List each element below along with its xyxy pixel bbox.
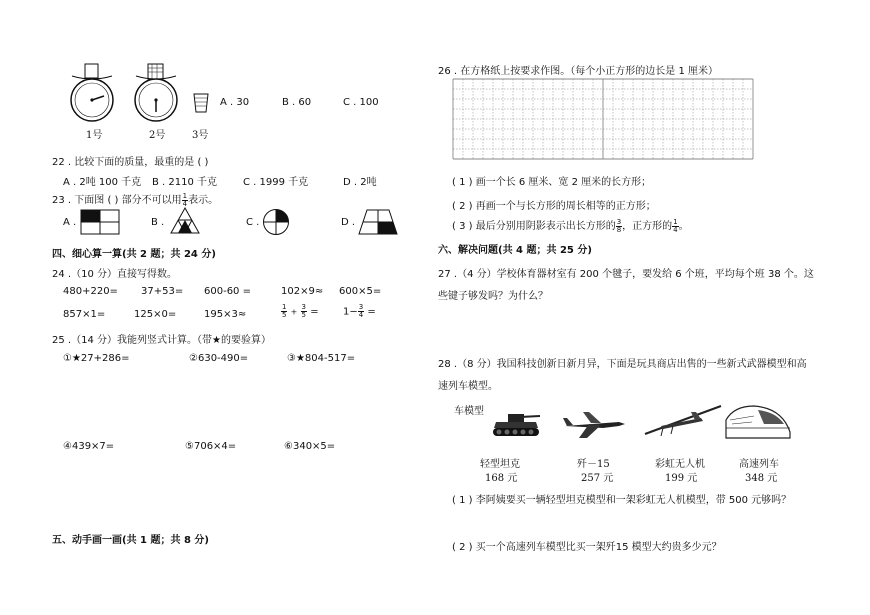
q21-option-b: B . 60 [282,97,312,108]
frac-num: 1 [282,303,287,311]
fighter-jet-icon [563,408,627,440]
item-price: 168 元 [485,473,518,484]
high-speed-train-icon [724,402,792,442]
q22-option-a: A . 2吨 100 千克 [63,177,142,188]
q23-fraction-num: 1 [182,191,188,200]
q25-stem: 25 .（14 分）我能列竖式计算。（带★的要验算） [52,335,271,346]
frac-op: + [290,307,298,317]
q28-question-1: ( 1 ) 李阿姨要买一辆轻型坦克模型和一架彩虹无人机模型，带 500 元够吗？ [452,495,792,506]
item-name: 歼－15 [577,459,610,470]
q28-line-1: 28 .（8 分）我国科技创新日新月异，下面是玩具商店出售的一些新式武器模型和高 [438,359,807,370]
frac-den: 5 [301,311,307,319]
q23-figure-b-icon [170,207,200,235]
q23-figure-d-icon [358,209,398,235]
q22-option-b: B . 2110 千克 [152,177,218,188]
q24-item: 195×3≈ [204,309,247,320]
item-name: 轻型坦克 [480,459,520,470]
scale-1-icon [66,62,118,122]
frac-den: 8 [616,225,622,234]
q28-question-2: ( 2 ) 买一个高速列车模型比买一架歼15 模型大约贵多少元？ [452,542,722,553]
frac-num: 1 [673,217,678,226]
q23-stem-after: 表示。 [188,195,219,206]
tank-icon [490,410,542,438]
q26-stem: 26 . 在方格纸上按要求作图。（每个小正方形的边长是 1 厘米） [438,66,718,77]
q24-fraction-diff [343,304,376,319]
frac-num: 3 [616,217,622,226]
frac-den: 5 [282,311,287,319]
q23-stem-before: 23 . 下面图 ( ) 部分不可以用 [52,195,182,206]
frac-whole: 1− [343,306,358,318]
q25-item: ⑥340×5= [284,441,336,452]
scale-3-icon [192,92,210,114]
item-name: 彩虹无人机 [655,459,705,470]
frac-eq: = [367,306,376,318]
scale-label-1: 1号 [86,130,103,141]
q24-stem: 24 .（10 分）直接写得数。 [52,269,177,280]
q23-figure-c-icon [262,208,290,236]
q21-option-a: A . 30 [220,97,250,108]
q22-option-d: D . 2吨 [343,177,377,188]
q22-stem: 22 . 比较下面的质量，最重的是 ( ) [52,157,209,168]
scale-label-2: 2号 [149,130,166,141]
q24-item: 600-60 = [204,286,251,297]
section-6-title: 六、解决问题(共 4 题；共 25 分) [438,245,592,256]
q23-fraction-den: 4 [182,199,188,208]
q26-item-3-mid: ，正方形的 [622,221,673,232]
q24-item: 37+53= [141,286,184,297]
q24-item: 125×0= [134,309,177,320]
section-4-title: 四、细心算一算(共 2 题；共 24 分) [52,249,216,260]
q25-item: ①★27+286= [63,353,130,364]
item-price: 199 元 [665,473,698,484]
q26-item-3 [452,217,689,234]
q26-item-2: ( 2 ) 再画一个与长方形的周长相等的正方形； [452,201,656,212]
q26-item-3-before: ( 3 ) 最后分别用阴影表示出长方形的 [452,221,616,232]
frac-num: 3 [301,303,307,311]
grid-paper [453,79,753,162]
q21-option-c: C . 100 [343,97,379,108]
q22-option-c: C . 1999 千克 [243,177,309,188]
scale-2-icon [130,62,182,122]
item-price: 348 元 [745,473,778,484]
q28-line-2: 速列车模型。 [438,381,498,392]
q23-figure-a-icon [80,209,120,235]
q25-item: ②630-490= [189,353,249,364]
q23-stem [52,191,218,208]
frac-den: 4 [358,311,364,319]
frac-den: 4 [673,225,678,234]
section-5-title: 五、动手画一画(共 1 题；共 8 分) [52,535,209,546]
frac-num: 3 [358,303,364,311]
q24-item: 600×5= [339,286,382,297]
q26-item-1: ( 1 ) 画一个长 6 厘米、宽 2 厘米的长方形； [452,177,652,188]
item-name: 高速列车 [739,459,779,470]
q26-item-3-after: 。 [678,221,689,232]
q25-item: ③★804-517= [287,353,356,364]
q28-label-prefix: 车模型 [454,406,484,417]
q25-item: ④439×7= [63,441,115,452]
drone-icon [643,404,723,438]
q27-line-2: 些键子够发吗？为什么？ [438,291,548,302]
frac-eq: = [310,306,319,318]
q27-line-1: 27 .（4 分）学校体育器材室有 200 个毽子，要发给 6 个班，平均每个班 38 个。这 [438,269,814,280]
q23-option-a: A . [63,217,77,228]
q24-item: 857×1= [63,309,106,320]
q24-item: 480+220= [63,286,118,297]
item-price: 257 元 [581,473,614,484]
q24-item: 102×9≈ [281,286,324,297]
q23-option-d: D . [341,217,356,228]
q25-item: ⑤706×4= [185,441,237,452]
scale-label-3: 3号 [192,130,209,141]
q23-option-b: B . [151,217,165,228]
q24-fraction-sum [281,304,319,319]
q23-option-c: C . [246,217,260,228]
